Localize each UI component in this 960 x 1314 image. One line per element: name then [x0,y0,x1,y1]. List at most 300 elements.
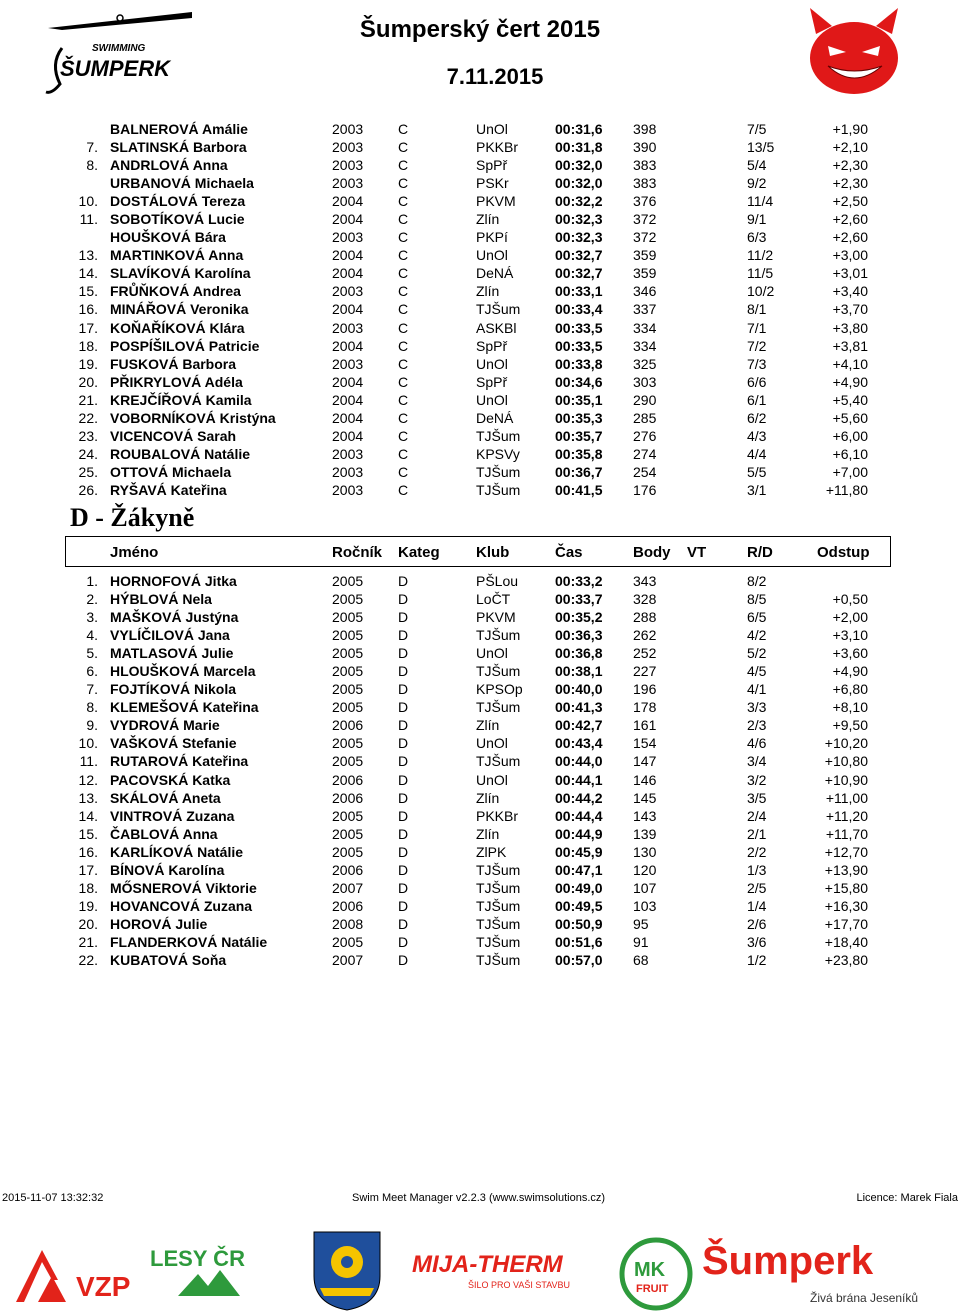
cell-heat-lane: 3/2 [747,771,767,788]
cell-club: PŠLou [476,573,519,589]
cell-birth-year: 2003 [332,229,364,246]
cell-birth-year: 2005 [332,609,364,626]
cell-heat-lane: 3/3 [747,699,767,716]
cell-club: DeNÁ [476,409,514,426]
cell-birth-year: 2003 [332,175,364,192]
cell-points: 288 [633,609,657,626]
cell-gap: +11,80 [825,481,868,498]
cell-category: D [398,897,409,914]
column-header-name: Jméno [110,544,159,561]
cell-birth-year: 2005 [332,843,364,860]
cell-heat-lane: 3/6 [747,933,767,950]
cell-points: 130 [633,843,657,860]
cell-time: 00:33,4 [555,301,603,318]
cell-club: KPSVy [476,445,520,462]
table-row [0,138,960,156]
cell-gap: +4,10 [832,355,868,372]
cell-time: 00:33,5 [555,319,603,336]
cell-birth-year: 2003 [332,283,364,300]
cell-points: 343 [633,573,657,589]
table-row [0,282,960,300]
table-row [0,192,960,210]
cell-heat-lane: 7/1 [747,319,767,336]
cell-club: Zlín [476,789,500,806]
cell-gap: +3,80 [832,319,868,336]
cell-swimmer-name: MARTINKOVÁ Anna [110,247,244,264]
cell-category: C [398,265,409,282]
cell-gap: +17,70 [824,915,868,932]
cell-club: ZlPK [476,843,507,860]
table-row [0,409,960,427]
cell-time: 00:33,2 [555,573,603,589]
cell-place: 4. [86,627,98,644]
cell-category: D [398,645,409,662]
cell-time: 00:35,2 [555,609,603,626]
cell-gap: +8,10 [832,699,868,716]
cell-heat-lane: 9/2 [747,175,767,192]
results-header-row [65,536,891,567]
cell-club: TJŠum [476,301,521,318]
cell-gap: +2,30 [832,157,868,174]
cell-birth-year: 2004 [332,427,364,444]
cell-swimmer-name: DOSTÁLOVÁ Tereza [110,193,246,210]
cell-swimmer-name: VINTROVÁ Zuzana [110,807,235,824]
cell-points: 254 [633,463,657,480]
cell-points: 334 [633,337,657,354]
cell-heat-lane: 4/2 [747,627,767,644]
footer-licence: Licence: Marek Fiala [856,1192,958,1204]
cell-swimmer-name: FRŮŇKOVÁ Andrea [110,283,241,300]
cell-club: TJŠum [476,897,521,914]
mk-fruit-logo [614,1234,698,1312]
table-row [0,445,960,463]
cell-category: C [398,445,409,462]
table-row [0,156,960,174]
cell-club: TJŠum [476,753,521,770]
cell-heat-lane: 4/4 [747,445,767,462]
cell-points: 325 [633,355,657,372]
cell-place: 23. [78,427,98,444]
cell-club: UnOl [476,247,508,264]
cell-points: 376 [633,193,657,210]
cell-category: D [398,951,409,968]
cell-swimmer-name: SLATINSKÁ Barbora [110,139,247,156]
cell-birth-year: 2003 [332,139,364,156]
cell-gap: +6,00 [832,427,868,444]
cell-category: C [398,229,409,246]
cell-heat-lane: 7/5 [747,121,767,137]
footer-software: Swim Meet Manager v2.2.3 (www.swimsolutions.cz) [352,1192,606,1204]
cell-gap: +9,50 [832,717,868,734]
table-row [0,391,960,409]
cell-points: 337 [633,301,657,318]
cell-swimmer-name: SKÁLOVÁ Aneta [110,789,221,806]
cell-points: 68 [633,951,649,968]
cell-swimmer-name: VAŠKOVÁ Stefanie [110,735,237,752]
cell-time: 00:34,6 [555,373,603,390]
cell-category: D [398,699,409,716]
cell-time: 00:31,8 [555,139,603,156]
cell-swimmer-name: KOŇAŘÍKOVÁ Klára [110,319,245,336]
cell-birth-year: 2003 [332,319,364,336]
table-row [0,915,960,933]
cell-heat-lane: 1/2 [747,951,767,968]
cell-club: TJŠum [476,861,521,878]
cell-club: UnOl [476,121,508,137]
cell-heat-lane: 3/1 [747,481,767,498]
lesy-cr-text: LESY ČR [150,1246,245,1271]
cell-gap: +10,80 [824,753,868,770]
cell-birth-year: 2003 [332,481,364,498]
cell-heat-lane: 6/2 [747,409,767,426]
cell-club: PKKBr [476,807,519,824]
cell-place: 19. [78,897,98,914]
cell-category: C [398,139,409,156]
cell-points: 359 [633,265,657,282]
cell-heat-lane: 11/4 [747,193,774,210]
cell-place: 17. [78,861,98,878]
cell-heat-lane: 6/5 [747,609,767,626]
sumperk-city-subtext: Živá brána Jeseníků [810,1291,919,1305]
cell-time: 00:38,1 [555,663,603,680]
mija-therm-logo [410,1246,604,1296]
cell-heat-lane: 1/4 [747,897,767,914]
cell-birth-year: 2006 [332,717,364,734]
cell-gap: +23,80 [824,951,868,968]
cell-time: 00:44,1 [555,771,603,788]
cell-heat-lane: 5/4 [747,157,767,174]
cell-category: D [398,681,409,698]
cell-gap: +5,60 [832,409,868,426]
mija-therm-subtext: ŠILO PRO VAŠI STAVBU [468,1280,571,1290]
cell-place: 21. [78,933,98,950]
cell-time: 00:36,7 [555,463,603,480]
cell-category: D [398,933,409,950]
cell-heat-lane: 3/5 [747,789,767,806]
cell-category: D [398,753,409,770]
cell-birth-year: 2004 [332,373,364,390]
cell-gap: +2,60 [832,211,868,228]
cell-place: 21. [78,391,98,408]
sumperk-city-logo [700,1232,950,1308]
table-row [0,825,960,843]
cell-gap: +3,01 [832,265,868,282]
cell-gap: +12,70 [824,843,868,860]
table-row [0,319,960,337]
cell-place: 1. [86,573,98,589]
logo-small-text: SWIMMING [92,43,146,54]
cell-time: 00:41,3 [555,699,603,716]
cell-birth-year: 2003 [332,355,364,372]
cell-swimmer-name: ROUBALOVÁ Natálie [110,445,251,462]
cell-category: C [398,157,409,174]
cell-birth-year: 2004 [332,391,364,408]
cell-time: 00:32,0 [555,157,603,174]
cell-place: 18. [78,337,98,354]
devil-mascot-icon [806,4,902,96]
municipal-coat-of-arms-icon [310,1228,384,1312]
table-row [0,300,960,318]
cell-gap: +2,10 [832,139,868,156]
cell-time: 00:32,0 [555,175,603,192]
page-footer [0,1192,960,1206]
cell-swimmer-name: OTTOVÁ Michaela [110,463,232,480]
cell-birth-year: 2005 [332,753,364,770]
cell-place: 15. [78,825,98,842]
cell-time: 00:36,8 [555,645,603,662]
cell-gap: +11,20 [825,807,868,824]
cell-category: D [398,861,409,878]
cell-points: 161 [633,717,657,734]
cell-time: 00:33,5 [555,337,603,354]
cell-time: 00:45,9 [555,843,603,860]
cell-place: 16. [78,843,98,860]
cell-points: 276 [633,427,657,444]
cell-time: 00:31,6 [555,121,603,137]
cell-club: KPSOp [476,681,523,698]
cell-points: 95 [633,915,649,932]
cell-points: 143 [633,807,657,824]
cell-gap: +4,90 [832,663,868,680]
cell-category: D [398,627,409,644]
table-row [0,626,960,644]
cell-swimmer-name: POSPÍŠILOVÁ Patricie [110,337,260,354]
cell-club: Zlín [476,825,500,842]
cell-club: DeNÁ [476,265,514,282]
cell-points: 328 [633,591,657,608]
cell-category: C [398,319,409,336]
cell-swimmer-name: FUSKOVÁ Barbora [110,355,237,372]
cell-birth-year: 2005 [332,663,364,680]
results-table-category-c [0,120,960,499]
cell-place: 12. [78,771,98,788]
cell-time: 00:33,7 [555,591,603,608]
cell-birth-year: 2005 [332,645,364,662]
cell-swimmer-name: KARLÍKOVÁ Natálie [110,843,244,860]
cell-club: PKVM [476,193,516,210]
cell-category: D [398,825,409,842]
table-row [0,879,960,897]
cell-place: 20. [78,915,98,932]
cell-heat-lane: 11/2 [747,247,774,264]
cell-swimmer-name: BÍNOVÁ Karolína [110,861,225,878]
cell-category: C [398,355,409,372]
cell-category: D [398,609,409,626]
cell-club: SpPř [476,373,508,390]
cell-club: PKVM [476,609,516,626]
table-row [0,644,960,662]
cell-category: C [398,283,409,300]
cell-club: SpPř [476,157,508,174]
cell-heat-lane: 6/3 [747,229,767,246]
cell-swimmer-name: BALNEROVÁ Amálie [110,121,248,137]
table-row [0,752,960,770]
cell-category: C [398,175,409,192]
cell-gap: +6,10 [832,445,868,462]
cell-birth-year: 2005 [332,735,364,752]
event-date: 7.11.2015 [446,64,544,89]
cell-points: 398 [633,121,657,137]
cell-swimmer-name: HORNOFOVÁ Jitka [110,573,237,589]
cell-gap: +11,00 [825,789,868,806]
cell-place: 7. [86,139,98,156]
cell-swimmer-name: FLANDERKOVÁ Natálie [110,933,268,950]
table-row [0,337,960,355]
cell-points: 196 [633,681,657,698]
cell-swimmer-name: VOBORNÍKOVÁ Kristýna [110,409,276,426]
cell-place: 22. [78,409,98,426]
table-row [0,246,960,264]
cell-birth-year: 2004 [332,409,364,426]
cell-heat-lane: 5/2 [747,645,767,662]
cell-heat-lane: 13/5 [747,139,775,156]
cell-club: TJŠum [476,427,521,444]
cell-swimmer-name: HOROVÁ Julie [110,915,208,932]
cell-place: 6. [86,663,98,680]
cell-swimmer-name: MŐSNEROVÁ Viktorie [110,879,257,896]
column-header-vt: VT [687,544,707,561]
cell-time: 00:44,9 [555,825,603,842]
cell-time: 00:35,7 [555,427,603,444]
table-row [0,481,960,499]
column-header-points: Body [633,544,671,561]
cell-heat-lane: 4/5 [747,663,767,680]
cell-time: 00:32,7 [555,265,603,282]
cell-swimmer-name: ČABLOVÁ Anna [110,825,218,842]
cell-birth-year: 2005 [332,591,364,608]
cell-swimmer-name: HÝBLOVÁ Nela [110,591,212,608]
cell-place: 24. [78,445,98,462]
cell-birth-year: 2005 [332,699,364,716]
logo-main-text: ŠUMPERK [60,56,171,81]
cell-swimmer-name: HOUŠKOVÁ Bára [110,229,226,246]
table-row [0,355,960,373]
table-row [0,174,960,192]
cell-category: C [398,427,409,444]
table-row [0,951,960,969]
cell-time: 00:40,0 [555,681,603,698]
table-row [0,771,960,789]
cell-birth-year: 2006 [332,897,364,914]
cell-swimmer-name: KREJČÍŘOVÁ Kamila [110,391,252,408]
cell-points: 227 [633,663,657,680]
cell-time: 00:49,0 [555,879,603,896]
cell-club: TJŠum [476,699,521,716]
cell-place: 16. [78,301,98,318]
cell-time: 00:51,6 [555,933,603,950]
cell-time: 00:32,7 [555,247,603,264]
cell-birth-year: 2004 [332,193,364,210]
table-row [0,698,960,716]
vzp-logo [8,1240,148,1310]
cell-gap: +1,90 [832,121,868,137]
cell-time: 00:47,1 [555,861,603,878]
cell-category: D [398,663,409,680]
cell-birth-year: 2004 [332,247,364,264]
cell-birth-year: 2004 [332,211,364,228]
cell-swimmer-name: VICENCOVÁ Sarah [110,427,237,444]
cell-heat-lane: 2/4 [747,807,767,824]
cell-swimmer-name: URBANOVÁ Michaela [110,175,254,192]
cell-club: TJŠum [476,879,521,896]
cell-club: PKKBr [476,139,519,156]
cell-swimmer-name: ANDRLOVÁ Anna [110,157,228,174]
cell-place: 10. [78,193,98,210]
cell-points: 176 [633,481,657,498]
cell-category: C [398,463,409,480]
cell-time: 00:43,4 [555,735,603,752]
cell-heat-lane: 4/6 [747,735,767,752]
cell-club: LoČT [476,591,511,608]
vzp-logo-text: VZP [76,1271,131,1302]
cell-gap: +5,40 [832,391,868,408]
cell-swimmer-name: RUTAROVÁ Kateřina [110,753,249,770]
cell-swimmer-name: FOJTÍKOVÁ Nikola [110,681,237,698]
cell-heat-lane: 1/3 [747,861,767,878]
cell-category: C [398,373,409,390]
cell-place: 17. [78,319,98,336]
cell-club: UnOl [476,735,508,752]
cell-club: UnOl [476,391,508,408]
cell-gap: +16,30 [824,897,868,914]
cell-gap: +3,00 [832,247,868,264]
cell-birth-year: 2004 [332,301,364,318]
column-header-time: Čas [555,544,583,561]
table-row [0,807,960,825]
cell-swimmer-name: PACOVSKÁ Katka [110,771,231,788]
cell-birth-year: 2007 [332,951,364,968]
cell-club: PSKr [476,175,509,192]
mk-logo-text: MK [634,1259,666,1281]
cell-gap: +0,50 [832,591,868,608]
cell-time: 00:44,0 [555,753,603,770]
cell-birth-year: 2003 [332,121,364,137]
cell-points: 274 [633,445,657,462]
cell-category: D [398,771,409,788]
cell-time: 00:44,2 [555,789,603,806]
sumperk-city-text: Šumperk [702,1239,874,1283]
cell-swimmer-name: MATLASOVÁ Julie [110,645,234,662]
cell-time: 00:42,7 [555,717,603,734]
cell-swimmer-name: KLEMEŠOVÁ Kateřina [110,699,259,716]
cell-category: C [398,247,409,264]
cell-place: 5. [86,645,98,662]
table-row [0,734,960,752]
cell-place: 3. [86,609,98,626]
cell-birth-year: 2003 [332,157,364,174]
cell-points: 285 [633,409,657,426]
cell-club: Zlín [476,283,500,300]
cell-category: D [398,717,409,734]
cell-birth-year: 2005 [332,573,364,589]
results-table-category-d [0,572,960,969]
cell-points: 390 [633,139,657,156]
cell-time: 00:35,1 [555,391,603,408]
cell-swimmer-name: PŘIKRYLOVÁ Adéla [110,373,243,390]
cell-birth-year: 2005 [332,807,364,824]
cell-place: 19. [78,355,98,372]
cell-time: 00:35,8 [555,445,603,462]
cell-place: 13. [78,247,98,264]
cell-heat-lane: 8/1 [747,301,767,318]
cell-heat-lane: 7/2 [747,337,767,354]
table-row [0,861,960,879]
cell-birth-year: 2004 [332,265,364,282]
cell-gap: +10,90 [824,771,868,788]
cell-club: TJŠum [476,933,521,950]
cell-heat-lane: 8/5 [747,591,767,608]
cell-club: Zlín [476,717,500,734]
